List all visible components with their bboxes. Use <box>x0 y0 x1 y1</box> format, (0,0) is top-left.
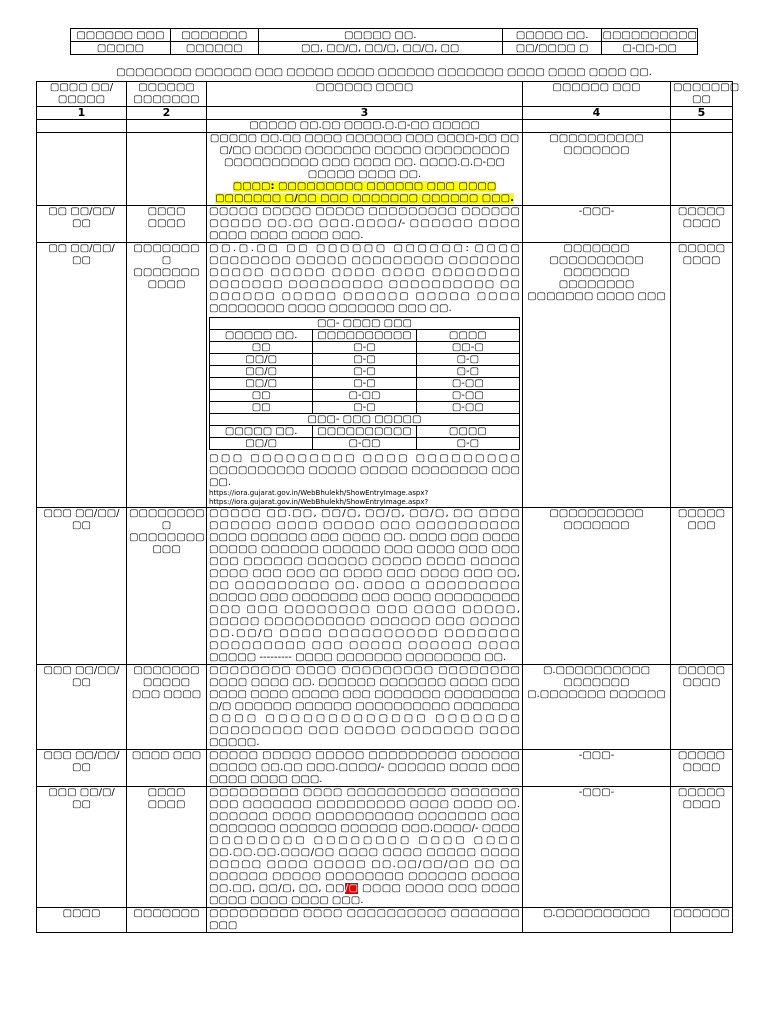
subtable-cell: ▢▢ <box>210 402 313 414</box>
subtable-cell: ▢▢-▢ <box>416 342 519 354</box>
entry-status: ▢▢▢▢▢ ▢▢▢▢ <box>671 750 733 787</box>
subtable-cell: ▢-▢▢ <box>416 378 519 390</box>
subtable-header-row <box>210 330 520 342</box>
entry-row <box>37 908 733 933</box>
entry-image-link[interactable]: https://iora.gujarat.gov.in/WebBhulekh/ShowEntryImage.aspx? <box>209 489 429 497</box>
entry-col4: ▢▢▢▢▢▢▢▢▢▢ ▢▢▢▢▢▢▢ <box>523 508 671 665</box>
entries-table <box>36 81 740 933</box>
subtable-header: ▢▢▢▢▢ ▢▢. <box>210 426 313 438</box>
subtable-title: ▢▢- ▢▢▢▢ ▢▢▢ <box>210 318 520 330</box>
entry-type: ▢▢▢▢ ▢▢▢▢ <box>127 206 207 243</box>
entry-date: ▢▢▢ ▢▢/▢▢/▢▢ <box>37 750 127 787</box>
subtable-cell: ▢▢/▢ <box>210 378 313 390</box>
subtable-cell: ▢-▢ <box>313 342 416 354</box>
column-header: ▢▢▢▢▢▢ ▢▢▢▢▢▢▢ <box>127 82 207 107</box>
entry-date: ▢▢▢ ▢▢/▢/▢▢ <box>37 787 127 908</box>
subtable-header: ▢▢▢▢ <box>416 426 519 438</box>
subtable-header: ▢▢▢▢ <box>416 330 519 342</box>
entry-image-link[interactable]: https://iora.gujarat.gov.in/WebBhulekh/ShowEntryImage.aspx? <box>209 498 429 506</box>
entry-type: ▢▢▢▢▢▢▢ ▢ ▢▢▢▢▢▢▢ ▢▢▢▢ <box>127 243 207 508</box>
entry-type: ▢▢▢▢▢▢▢ ▢▢▢▢▢ ▢▢▢ ▢▢▢▢ <box>127 665 207 750</box>
entry-status: ▢▢▢▢▢ ▢▢▢ <box>671 508 733 665</box>
column-number: 2 <box>127 107 207 120</box>
subtable-cell: ▢-▢ <box>313 366 416 378</box>
header-value: ▢▢, ▢▢/▢, ▢▢/▢, ▢▢/▢, ▢▢ <box>258 42 502 55</box>
header-label: ▢▢▢▢▢▢▢ <box>170 29 258 42</box>
entry-text: ▢▢▢▢▢ ▢▢.▢▢, ▢▢/▢, ▢▢/▢, ▢▢/▢, ▢▢ ▢▢▢▢ ▢▢▢▢▢▢ ▢▢▢▢ ▢▢▢▢▢ ▢▢▢ ▢▢▢▢▢▢▢▢▢▢ ▢▢▢▢ ▢▢▢▢▢▢ ▢▢▢ ▢▢▢▢ ▢▢. ▢▢▢▢ ▢▢▢ ▢▢▢▢ ▢▢▢▢▢ ▢▢▢▢▢▢ ▢▢▢▢▢▢ ▢▢▢ ▢▢▢▢ ▢▢▢ ▢▢▢ ▢▢▢ ▢▢▢▢▢▢ ▢▢▢▢▢▢ ▢▢▢▢▢ ▢▢▢▢ ▢▢▢▢▢ ▢▢▢▢ ▢▢▢ ▢▢▢ ▢▢ ▢▢▢▢ ▢▢▢ ▢▢▢▢ ▢▢▢ ▢▢, ▢▢ ▢▢▢▢▢▢▢▢▢ ▢▢. ▢▢▢▢ ▢ ▢▢▢▢▢▢▢▢▢ ▢▢▢▢▢ ▢▢▢ ▢▢▢▢▢▢▢ ▢▢▢ ▢▢▢▢ ▢▢▢▢▢▢▢▢▢ ▢▢▢ ▢▢▢ ▢▢▢▢▢▢▢▢ ▢▢▢ ▢▢▢▢ ▢▢▢▢▢, ▢▢▢▢▢ ▢▢▢▢▢▢▢▢▢▢ ▢▢▢▢▢▢ ▢▢▢ ▢▢▢▢▢ ▢▢.▢▢/▢ ▢▢▢▢ ▢▢▢▢▢▢▢▢▢▢ ▢▢▢▢▢▢▢ ▢▢▢▢▢▢▢▢▢ ▢▢▢ ▢▢▢▢▢ ▢▢▢▢▢▢ ▢▢▢▢ ▢▢▢▢▢ --------- ▢▢▢▢ ▢▢▢▢▢▢▢ ▢▢▢▢▢▢▢▢ ▢▢. <box>207 508 523 665</box>
header-value: ▢▢/▢▢▢▢ ▢ <box>502 42 602 55</box>
column-header: ▢▢▢▢▢▢▢ ▢▢ <box>671 82 733 107</box>
subtable-row <box>210 378 520 390</box>
header-label: ▢▢▢▢▢ ▢▢. <box>502 29 602 42</box>
section-title-row <box>37 120 733 133</box>
entry-type: ▢▢▢▢▢▢▢ <box>127 908 207 933</box>
subtable-cell: ▢-▢ <box>313 378 416 390</box>
column-number: 1 <box>37 107 127 120</box>
subtable-row <box>210 354 520 366</box>
subtable-row <box>210 342 520 354</box>
column-header: ▢▢▢▢▢▢ ▢▢▢ <box>523 82 671 107</box>
entry-type: ▢▢▢▢▢▢▢▢ ▢ ▢▢▢▢▢▢▢▢ ▢▢▢ <box>127 508 207 665</box>
subtable-row <box>210 438 520 450</box>
entry-row <box>37 243 733 508</box>
subtable-header: ▢▢▢▢▢ ▢▢. <box>210 330 313 342</box>
entry-date: ▢▢▢▢ <box>37 908 127 933</box>
entry-col4: ▢.▢▢▢▢▢▢▢▢▢▢ ▢▢▢▢▢▢▢ ▢.▢▢▢▢▢▢▢ ▢▢▢▢▢▢ <box>523 665 671 750</box>
entry-row <box>37 665 733 750</box>
record-note: ▢▢▢▢▢▢▢▢ ▢▢▢▢▢▢ ▢▢▢ ▢▢▢▢▢ ▢▢▢▢ ▢▢▢▢▢▢ ▢▢▢▢▢▢▢ ▢▢▢▢ ▢▢▢▢ ▢▢▢▢ ▢▢. <box>116 67 652 78</box>
subtable-row <box>210 366 520 378</box>
subtable-cell: ▢▢/▢ <box>210 366 313 378</box>
entry-status: ▢▢▢▢▢▢ <box>671 908 733 933</box>
subtable-cell: ▢-▢ <box>416 354 519 366</box>
entry-row <box>37 750 733 787</box>
subtable-cell: ▢-▢▢ <box>313 438 416 450</box>
entry-col4: -▢▢▢- <box>523 206 671 243</box>
subtable-header: ▢▢▢▢▢▢▢▢▢▢ <box>313 330 416 342</box>
column-number: 4 <box>523 107 671 120</box>
column-header-row <box>37 82 733 107</box>
intro-highlight <box>209 181 520 205</box>
entry-date: ▢▢▢ ▢▢/▢▢/▢▢ <box>37 508 127 665</box>
entry-text: ▢▢▢▢▢▢▢▢ ▢▢▢▢ ▢▢▢▢▢▢▢▢▢ ▢▢▢▢▢▢▢▢ ▢▢▢▢ ▢▢▢▢ ▢▢. ▢▢▢▢▢▢ ▢▢▢▢▢▢▢ ▢▢▢▢ ▢▢▢ ▢▢▢▢ ▢▢▢▢ ▢▢▢▢▢ ▢▢▢ ▢▢▢▢▢▢▢ ▢▢▢▢▢▢▢▢ ▢/▢ ▢▢▢▢▢▢ ▢▢▢▢▢▢ ▢▢▢▢▢▢▢▢▢▢ ▢▢▢▢▢▢▢ ▢▢▢▢ ▢▢▢▢▢▢▢▢▢▢▢▢▢ ▢▢▢▢▢▢▢ ▢▢▢▢▢▢▢▢▢ ▢▢▢ ▢▢▢▢▢ ▢▢▢▢▢▢▢ ▢▢▢▢ ▢▢▢▢▢. <box>207 665 523 750</box>
intro-cell <box>207 133 523 206</box>
entry-type: ▢▢▢▢ ▢▢▢ <box>127 750 207 787</box>
entry-type: ▢▢▢▢ ▢▢▢▢ <box>127 787 207 908</box>
column-number-row <box>37 107 733 120</box>
subtable-cell: ▢-▢ <box>313 354 416 366</box>
subtable-title: ▢▢▢- ▢▢▢ ▢▢▢▢▢ <box>210 414 520 426</box>
subtable-cell: ▢-▢▢ <box>313 390 416 402</box>
highlighted-note: ▢▢▢▢: ▢▢▢▢▢▢▢▢▢ ▢▢▢▢▢▢ ▢▢▢ ▢▢▢▢ ▢▢▢▢▢▢▢ ▢/▢▢ ▢▢▢ ▢▢▢▢▢▢▢ ▢▢▢▢▢▢ ▢▢▢. <box>215 181 514 204</box>
column-header: ▢▢▢▢ ▢▢/ ▢▢▢▢▢ <box>37 82 127 107</box>
entry-status: ▢▢▢▢▢ ▢▢▢▢ <box>671 243 733 508</box>
entry-col4: ▢▢▢▢▢▢▢ ▢▢▢▢▢▢▢▢▢▢ ▢▢▢▢▢▢▢ ▢▢▢▢▢▢▢▢ ▢▢▢▢▢▢▢ ▢▢▢▢ ▢▢▢ <box>523 243 671 508</box>
intro-text: ▢▢▢▢▢ ▢▢.▢▢ ▢▢▢▢ ▢▢▢▢▢▢ ▢▢▢ ▢▢▢▢-▢▢ ▢▢ ▢/▢▢ ▢▢▢▢▢ ▢▢▢▢▢▢▢ ▢▢▢▢▢ ▢▢▢▢▢▢▢▢▢ ▢▢▢▢▢▢▢▢▢▢ ▢▢▢ ▢▢▢▢ ▢▢. ▢▢▢▢.▢.▢-▢▢ ▢▢▢▢▢ ▢▢▢▢ ▢▢. <box>209 133 520 180</box>
subtable-header: ▢▢▢▢▢▢▢▢▢▢ <box>313 426 416 438</box>
entry-col4: ▢.▢▢▢▢▢▢▢▢▢▢ <box>523 908 671 933</box>
subtable-row <box>210 390 520 402</box>
entry-status: ▢▢▢▢▢ ▢▢▢▢ <box>671 787 733 908</box>
header-value-row <box>71 42 698 55</box>
entry-date: ▢▢ ▢▢/▢▢/▢▢ <box>37 206 127 243</box>
entry-status: ▢▢▢▢▢ ▢▢▢▢ <box>671 665 733 750</box>
header-value: ▢-▢▢-▢▢ <box>602 42 698 55</box>
entry-text: ▢▢.▢.▢▢ ▢▢ ▢▢▢▢▢▢ ▢▢▢▢▢▢: ▢▢▢▢ ▢▢▢▢▢▢▢▢ ▢▢▢▢▢ ▢▢▢▢▢▢▢▢▢ ▢▢▢▢▢▢▢ ▢▢▢▢▢ ▢▢▢▢▢ ▢▢▢▢ ▢▢▢▢ ▢▢▢▢▢▢▢▢ ▢▢▢▢▢▢▢ ▢▢▢▢▢▢▢▢▢ ▢▢▢▢▢▢▢▢▢▢ ▢▢ ▢▢▢▢▢▢ ▢▢▢▢▢ ▢▢▢▢▢▢ ▢▢▢▢▢ ▢▢▢▢ ▢▢▢▢▢▢▢▢ ▢▢▢▢ ▢▢▢▢▢▢▢ ▢▢▢ ▢▢. <box>209 243 520 314</box>
entry-row <box>37 206 733 243</box>
entry-text: ▢▢▢▢▢ ▢▢▢▢▢ ▢▢▢▢▢ ▢▢▢▢▢▢▢▢▢ ▢▢▢▢▢▢ ▢▢▢▢▢ ▢▢.▢▢ ▢▢▢.▢▢▢▢/- ▢▢▢▢▢▢ ▢▢▢▢ ▢▢▢▢ ▢▢▢▢ ▢▢▢▢ ▢▢▢. <box>207 206 523 243</box>
subtable-cell: ▢-▢▢ <box>416 402 519 414</box>
entry-row <box>37 787 733 908</box>
entry-date: ▢▢ ▢▢/▢▢/▢▢ <box>37 243 127 508</box>
subtable-cell: ▢▢ <box>210 342 313 354</box>
entry-status: ▢▢▢▢▢ ▢▢▢▢ <box>671 206 733 243</box>
column-number: 3 <box>207 107 523 120</box>
entry-text-after: ▢▢▢ ▢▢▢▢▢▢▢▢▢ ▢▢▢▢ ▢▢▢▢▢▢▢▢▢ ▢▢▢▢▢▢▢▢▢▢ ▢▢▢▢▢ ▢▢▢▢▢ ▢▢▢▢▢▢▢▢ ▢▢▢ ▢▢. <box>209 453 520 488</box>
entry-text: ▢▢▢▢▢▢▢▢▢ ▢▢▢▢ ▢▢▢▢▢▢▢▢▢▢ ▢▢▢▢▢▢▢ ▢▢▢ ▢▢▢▢▢▢▢ ▢▢▢▢▢▢▢▢▢ ▢▢▢▢ ▢▢▢▢ ▢▢. ▢▢▢▢▢▢ ▢▢▢▢ ▢▢▢▢▢▢▢▢▢▢ ▢▢▢▢▢▢▢ ▢▢▢ ▢▢▢▢▢▢▢ ▢▢▢▢▢▢ ▢▢▢▢▢▢ ▢▢▢.▢▢▢▢/- ▢▢▢▢ ▢▢▢▢▢▢▢▢ ▢▢▢▢▢▢▢▢ ▢▢▢▢ ▢▢▢▢ ▢▢.▢▢.▢▢.▢▢▢/▢▢ ▢▢▢▢ ▢▢▢▢ ▢▢▢▢▢ ▢▢▢▢ ▢▢▢▢▢ ▢▢▢▢ ▢▢▢▢▢ ▢▢.▢▢/▢▢/▢▢ ▢▢ ▢▢ ▢▢▢▢▢▢ ▢▢▢▢▢ ▢▢▢▢▢▢▢▢ ▢▢▢▢▢▢ ▢▢▢▢▢ ▢▢.▢▢, ▢▢/▢, ▢▢, ▢▢ <box>209 787 520 894</box>
header-label: ▢▢▢▢▢▢▢▢▢▢ <box>602 29 697 41</box>
subtable-cell: ▢▢/▢ <box>210 438 313 450</box>
subtable-row <box>210 402 520 414</box>
entry-text-cell <box>207 787 523 908</box>
entry-text-end: ▢▢▢▢ ▢▢▢▢ ▢▢▢ ▢▢▢▢ ▢▢▢▢ ▢▢▢▢ ▢▢▢▢ ▢▢▢. <box>209 883 520 906</box>
subtable-cell: ▢-▢ <box>313 402 416 414</box>
section-title: ▢▢▢▢▢ ▢▢.▢▢ ▢▢▢▢.▢.▢-▢▢ ▢▢▢▢▢ <box>207 120 523 133</box>
subtable-cell: ▢-▢▢ <box>416 390 519 402</box>
record-header-table <box>70 28 698 55</box>
subtable-cell: ▢-▢ <box>416 438 519 450</box>
subtable-header-row <box>210 426 520 438</box>
entry-text: ▢▢▢▢▢ ▢▢▢▢▢ ▢▢▢▢▢ ▢▢▢▢▢▢▢▢▢ ▢▢▢▢▢▢ ▢▢▢▢▢ ▢▢.▢▢ ▢▢▢.▢▢▢▢/- ▢▢▢▢▢▢ ▢▢▢▢ ▢▢▢ ▢▢▢▢ ▢▢▢▢ ▢▢▢. <box>207 750 523 787</box>
marked-text: /▢ <box>344 883 359 894</box>
entry-col4: -▢▢▢- <box>523 750 671 787</box>
subtable-cell: ▢▢/▢ <box>210 354 313 366</box>
entry-date: ▢▢▢ ▢▢/▢▢/▢▢ <box>37 665 127 750</box>
header-value: ▢▢▢▢▢▢ <box>170 42 258 55</box>
header-label-row <box>71 29 698 42</box>
header-label: ▢▢▢▢▢▢ ▢▢▢ <box>71 29 171 42</box>
entry-text: ▢▢▢▢▢▢▢▢▢ ▢▢▢▢ ▢▢▢▢▢▢▢▢▢▢ ▢▢▢▢▢▢▢ ▢▢▢ <box>207 908 523 933</box>
header-label: ▢▢▢▢▢ ▢▢. <box>258 29 502 42</box>
header-value: ▢▢▢▢▢ <box>71 42 171 55</box>
entry-col4: -▢▢▢- <box>523 787 671 908</box>
entry-row <box>37 508 733 665</box>
subtable-cell: ▢-▢ <box>416 366 519 378</box>
area-subtable <box>209 317 520 450</box>
column-header: ▢▢▢▢▢▢ ▢▢▢▢ <box>207 82 523 107</box>
entry-text-cell <box>207 243 523 508</box>
intro-row <box>37 133 733 206</box>
column-number: 5 <box>671 107 733 120</box>
subtable-cell: ▢▢ <box>210 390 313 402</box>
intro-col4: ▢▢▢▢▢▢▢▢▢▢ ▢▢▢▢▢▢▢ <box>523 133 671 206</box>
